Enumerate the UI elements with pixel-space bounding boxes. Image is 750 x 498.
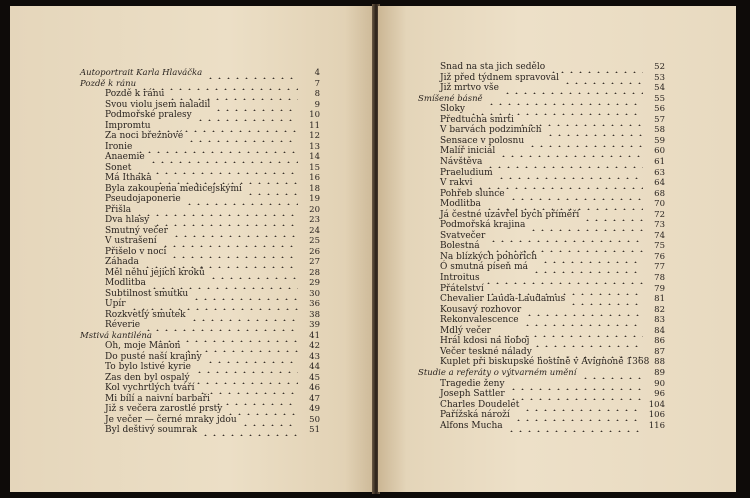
- toc-page-number: 47: [309, 393, 320, 404]
- toc-entry: [105, 289, 320, 300]
- toc-page-number: 82: [654, 304, 665, 315]
- toc-page-number: 59: [654, 135, 665, 146]
- toc-page-number: 45: [309, 372, 320, 383]
- toc-entry-title: Smíšené básně: [418, 93, 483, 104]
- toc-leader-dots: [529, 220, 643, 231]
- toc-leader-dots: [209, 268, 298, 279]
- toc-page-number: 20: [309, 204, 320, 215]
- toc-leader-dots: [549, 62, 643, 73]
- toc-entry-title: Introitus: [440, 273, 480, 283]
- toc-entry-title: Modlitba: [440, 199, 481, 210]
- toc-leader-dots: [546, 125, 643, 136]
- toc-page-number: 88: [654, 357, 665, 368]
- toc-entry: [440, 220, 665, 231]
- toc-leader-dots: [523, 400, 643, 411]
- toc-entry-title: Kousavý rozhovor: [440, 304, 522, 315]
- toc-leader-dots: [161, 236, 298, 247]
- toc-entry: [440, 62, 665, 73]
- toc-entry-title: Mdlý večer: [440, 325, 491, 336]
- toc-entry: [440, 284, 665, 295]
- toc-entry-title: Smutný večer: [105, 225, 168, 236]
- toc-entry-title: Pohřeb slunce: [440, 188, 505, 199]
- toc-entry-title: Malíř iniciál: [440, 146, 496, 157]
- toc-entry: [440, 400, 665, 411]
- toc-leader-dots: [140, 79, 298, 90]
- toc-leader-dots: [194, 373, 298, 384]
- toc-leader-dots: [484, 273, 643, 284]
- toc-entry-title: V rakvi: [440, 178, 473, 189]
- toc-leader-dots: [487, 94, 643, 105]
- toc-page-number: 57: [654, 114, 665, 125]
- toc-leader-dots: [185, 194, 298, 205]
- toc-page-number: 70: [654, 199, 665, 210]
- toc-leader-dots: [241, 415, 298, 426]
- toc-entry-title: Oh, moje Manon: [105, 341, 181, 351]
- toc-entry: [440, 241, 665, 252]
- left-page: [10, 6, 374, 492]
- toc-entry-title: Snad na sta jich sedělo: [440, 62, 546, 72]
- toc-entry-title: Dva hlasy: [105, 215, 150, 225]
- toc-entry: [105, 341, 320, 352]
- toc-entry: [105, 310, 320, 321]
- toc-entry: [440, 305, 665, 316]
- toc-page-number: 74: [654, 230, 665, 241]
- toc-page-number: 89: [654, 367, 665, 378]
- toc-entry-title: Přišelo v noci: [105, 246, 167, 257]
- toc-leader-dots: [172, 226, 298, 237]
- toc-entry: [440, 157, 665, 168]
- toc-entry: [105, 278, 320, 289]
- toc-leader-dots: [469, 104, 643, 115]
- toc-leader-dots: [195, 362, 298, 373]
- toc-entry-title: Již mrtvo vše: [440, 83, 499, 94]
- toc-entry-title: Bolestná: [440, 241, 480, 252]
- toc-entry: [105, 247, 320, 258]
- toc-page-number: 49: [309, 404, 320, 414]
- toc-page-number: 53: [654, 72, 665, 83]
- toc-entry-title: Já čestné uzavřel bych příměří: [440, 209, 580, 220]
- toc-leader-dots: [201, 425, 298, 436]
- toc-leader-dots: [214, 100, 298, 111]
- toc-page-number: 55: [654, 93, 665, 104]
- toc-page-number: 79: [654, 283, 665, 294]
- toc-section-heading: [80, 331, 320, 342]
- toc-page-number: 116: [648, 420, 665, 431]
- toc-leader-dots: [187, 131, 298, 142]
- toc-page-number: 14: [309, 152, 320, 162]
- toc-entry-title: Studie a referáty o výtvarném umění: [418, 367, 577, 378]
- toc-section-heading: [418, 368, 665, 379]
- toc-page-number: 73: [654, 220, 665, 231]
- toc-leader-dots: [136, 142, 298, 153]
- toc-leader-dots: [214, 394, 298, 405]
- toc-entry: [440, 189, 665, 200]
- toc-entry-title: Ó smutná píseň má: [440, 262, 528, 273]
- toc-entry: [440, 104, 665, 115]
- toc-page-number: 36: [309, 299, 320, 309]
- toc-page-number: 52: [654, 62, 665, 72]
- toc-entry: [440, 146, 665, 157]
- toc-page-number: 26: [309, 246, 320, 257]
- toc-entry: [105, 110, 320, 121]
- toc-leader-dots: [246, 184, 298, 195]
- toc-leader-dots: [532, 262, 643, 273]
- toc-page-number: 61: [654, 156, 665, 167]
- toc-leader-dots: [533, 336, 643, 347]
- toc-entry: [105, 173, 320, 184]
- toc-entry-title: Večer teskné nálady: [440, 346, 532, 357]
- toc-page-number: 58: [654, 125, 665, 136]
- toc-page-number: 63: [654, 167, 665, 178]
- toc-page-number: 7: [314, 78, 320, 89]
- toc-entry-title: Upír: [105, 299, 126, 309]
- toc-page-number: 78: [654, 273, 665, 283]
- toc-entry: [105, 215, 320, 226]
- toc-entry: [440, 83, 665, 94]
- toc-entry: [105, 89, 320, 100]
- toc-entry: [440, 125, 665, 136]
- toc-page-number: 42: [309, 341, 320, 351]
- toc-entry: [440, 336, 665, 347]
- toc-entry-title: Měl něhu jejich kroků: [105, 267, 205, 278]
- toc-page-number: 30: [309, 288, 320, 299]
- toc-page-number: 8: [314, 89, 320, 99]
- toc-leader-dots: [563, 73, 643, 84]
- toc-entry-title: Chevalier Lauda-Laudamus: [440, 294, 566, 305]
- toc-entry: [105, 205, 320, 216]
- toc-leader-dots: [190, 310, 298, 321]
- toc-leader-dots: [153, 215, 298, 226]
- toc-entry-title: Modlitba: [105, 278, 146, 288]
- toc-leader-dots: [476, 178, 643, 189]
- toc-entry: [105, 394, 320, 405]
- toc-entry-title: Kol vychrtlých tváří: [105, 383, 195, 393]
- toc-entry-title: Již před týdnem spravoval: [440, 72, 559, 83]
- toc-page-number: 10: [309, 110, 320, 120]
- toc-page-number: 29: [309, 278, 320, 288]
- toc-page-number: 60: [654, 146, 665, 157]
- toc-leader-dots: [168, 89, 298, 100]
- toc-entry: [440, 379, 665, 390]
- toc-entry-title: Mstivá kantiléna: [80, 330, 152, 341]
- toc-entry-title: Svou violu jsem naladil: [105, 99, 211, 110]
- toc-leader-dots: [503, 83, 643, 94]
- toc-entry-title: Réverie: [105, 320, 141, 330]
- toc-entry: [440, 178, 665, 189]
- toc-leader-dots: [541, 252, 643, 263]
- toc-leader-dots: [525, 305, 643, 316]
- toc-leader-dots: [170, 247, 298, 258]
- toc-entry-title: Předtucha smrti: [440, 114, 514, 125]
- toc-entry: [105, 131, 320, 142]
- toc-entry-title: Ironie: [105, 141, 133, 152]
- toc-leader-dots: [155, 121, 298, 132]
- toc-page-number: 90: [654, 378, 665, 389]
- toc-leader-dots: [581, 368, 643, 379]
- toc-section-heading: [80, 68, 320, 79]
- toc-entry: [440, 199, 665, 210]
- toc-leader-dots: [489, 231, 643, 242]
- toc-page-number: 81: [654, 294, 665, 305]
- toc-leader-dots: [135, 163, 298, 174]
- toc-entry-title: Sensace v polosnu: [440, 135, 525, 146]
- toc-entry: [105, 299, 320, 310]
- toc-leader-dots: [144, 320, 298, 331]
- toc-leader-dots: [206, 352, 298, 363]
- toc-entry-title: Tragedie ženy: [440, 378, 505, 389]
- toc-entry-title: Subtilnost smutku: [105, 288, 189, 299]
- toc-page-number: 41: [309, 330, 320, 341]
- toc-entry: [105, 352, 320, 363]
- toc-page-number: 87: [654, 346, 665, 357]
- toc-entry-title: Svatvečer: [440, 230, 486, 241]
- toc-page-number: 50: [309, 414, 320, 425]
- toc-section-heading: [80, 79, 320, 90]
- toc-page-number: 68: [654, 188, 665, 199]
- toc-page-number: 38: [309, 309, 320, 320]
- toc-entry-title: Na blízkých pohořích: [440, 251, 538, 262]
- toc-page-number: 9: [314, 99, 320, 110]
- toc-leader-dots: [507, 421, 643, 432]
- toc-page-number: 86: [654, 336, 665, 347]
- toc-entry: [440, 262, 665, 273]
- toc-entry-title: Kuplet při biskupské hostině v Avignoně 1368: [440, 357, 650, 368]
- toc-page-number: 46: [309, 383, 320, 393]
- toc-entry-title: Anaemie: [105, 152, 145, 162]
- toc-page-number: 19: [309, 194, 320, 204]
- toc-page-number: 43: [309, 351, 320, 362]
- toc-page-number: 64: [654, 178, 665, 189]
- toc-entry: [105, 184, 320, 195]
- toc-page-number: 23: [309, 215, 320, 225]
- toc-leader-dots: [486, 157, 643, 168]
- toc-entry-title: Sonet: [105, 162, 132, 173]
- toc-entry-title: Přátelství: [440, 283, 484, 294]
- toc-entry: [105, 257, 320, 268]
- toc-entry-title: Charles Doudelet: [440, 399, 520, 410]
- toc-leader-dots: [192, 289, 298, 300]
- toc-page-number: 24: [309, 225, 320, 236]
- toc-entry-title: Návštěva: [440, 156, 483, 167]
- toc-page-number: 13: [309, 141, 320, 152]
- toc-leader-dots: [488, 284, 643, 295]
- toc-entry-title: Joseph Sattler: [440, 389, 505, 400]
- toc-page-number: 12: [309, 131, 320, 141]
- toc-entry-title: Podmořské pralesy: [105, 110, 192, 120]
- toc-entry: [105, 415, 320, 426]
- toc-leader-dots: [528, 136, 643, 147]
- toc-entry: [105, 121, 320, 132]
- toc-entry-title: V barvách podzimních: [440, 125, 542, 136]
- toc-entry-title: Praeludium: [440, 167, 493, 178]
- toc-page-number: 18: [309, 183, 320, 194]
- toc-entry: [440, 357, 665, 368]
- toc-entry-title: Záhada: [105, 257, 139, 267]
- toc-entry-title: V ustrašení: [105, 236, 157, 246]
- toc-leader-dots: [150, 278, 298, 289]
- toc-entry: [105, 142, 320, 153]
- toc-entry-title: Impromtu: [105, 120, 151, 131]
- toc-page-number: 27: [309, 257, 320, 267]
- toc-page-number: 54: [654, 83, 665, 94]
- toc-entry: [440, 315, 665, 326]
- toc-entry-title: Již s večera zarostlé prsty: [105, 404, 223, 414]
- toc-leader-dots: [156, 331, 298, 342]
- toc-page-number: 51: [309, 425, 320, 435]
- toc-leader-dots: [484, 241, 643, 252]
- toc-leader-dots: [198, 383, 298, 394]
- toc-entry-title: Podmořská krajina: [440, 220, 526, 231]
- toc-page-number: 4: [314, 68, 320, 78]
- toc-entry-title: Má Ithaka: [105, 173, 152, 183]
- toc-entry-title: Autoportrait Karla Hlaváčka: [80, 68, 203, 78]
- toc-entry-title: Pseudojaponerie: [105, 194, 181, 204]
- toc-entry-title: Byla zakoupena medicejskými: [105, 183, 242, 194]
- toc-entry: [105, 383, 320, 394]
- toc-page-number: 44: [309, 362, 320, 372]
- toc-entry-title: Byl deštivý soumrak: [105, 425, 198, 435]
- toc-page-number: 106: [648, 410, 665, 421]
- toc-entry-title: Pozdě k ránu: [105, 89, 165, 99]
- toc-entry: [440, 410, 665, 421]
- toc-leader-dots: [509, 379, 643, 390]
- toc-leader-dots: [143, 257, 298, 268]
- toc-entry: [440, 168, 665, 179]
- toc-entry-title: Za noci březnové: [105, 131, 184, 141]
- toc-entry: [105, 362, 320, 373]
- toc-entry: [105, 404, 320, 415]
- toc-entry: [105, 425, 320, 436]
- toc-page-number: 75: [654, 241, 665, 252]
- toc-entry-title: Rekonvalescence: [440, 315, 519, 326]
- toc-leader-dots: [497, 168, 643, 179]
- toc-page-number: 76: [654, 251, 665, 262]
- toc-leader-dots: [184, 341, 298, 352]
- toc-entry: [105, 194, 320, 205]
- toc-page-number: 39: [309, 320, 320, 330]
- toc-entry: [440, 294, 665, 305]
- toc-leader-dots: [135, 205, 298, 216]
- toc-page-number: 96: [654, 389, 665, 400]
- toc-page-number: 28: [309, 267, 320, 278]
- toc-entry: [105, 268, 320, 279]
- toc-entry: [440, 73, 665, 84]
- toc-entry-title: Rozkvetlý smutek: [105, 309, 186, 320]
- toc-entry-title: To bylo lstivé kyrie: [105, 362, 191, 372]
- toc-leader-dots: [485, 199, 643, 210]
- toc-leader-dots: [499, 146, 643, 157]
- toc-leader-dots: [149, 152, 298, 163]
- toc-leader-dots: [509, 389, 643, 400]
- toc-entry-title: Mi bílí a naivní barbaři: [105, 393, 210, 404]
- toc-entry: [105, 152, 320, 163]
- toc-entry: [105, 236, 320, 247]
- toc-entry-title: Je večer — černé mraky jdou: [105, 414, 237, 425]
- toc-entry-title: Hrál kdosi na hoboj: [440, 336, 530, 347]
- toc-leader-dots: [206, 68, 298, 79]
- toc-section-heading: [418, 94, 665, 105]
- toc-page-number: 56: [654, 104, 665, 115]
- toc-leader-dots: [226, 404, 298, 415]
- toc-entry-title: Sloky: [440, 104, 466, 115]
- toc-page-number: 72: [654, 209, 665, 220]
- toc-leader-dots: [569, 294, 643, 305]
- toc-page-number: 25: [309, 236, 320, 246]
- toc-entry-title: Pařížská nároží: [440, 410, 510, 421]
- right-page: [378, 6, 736, 492]
- toc-entry-title: Zas den byl ospalý: [105, 372, 190, 383]
- toc-entry-title: Přišla: [105, 204, 132, 215]
- toc-page-number: 104: [648, 399, 665, 410]
- toc-entry: [105, 163, 320, 174]
- toc-entry-title: Alfons Mucha: [440, 420, 503, 431]
- toc-entry-title: Pozdě k ránu: [80, 78, 137, 89]
- toc-leader-dots: [196, 110, 298, 121]
- toc-entry: [105, 100, 320, 111]
- toc-leader-dots: [156, 173, 298, 184]
- toc-entry: [105, 373, 320, 384]
- toc-entry: [105, 226, 320, 237]
- toc-leader-dots: [514, 410, 643, 421]
- toc-page-number: 77: [654, 262, 665, 273]
- toc-leader-dots: [130, 299, 298, 310]
- toc-page-number: 84: [654, 325, 665, 336]
- toc-page-number: 11: [309, 120, 320, 131]
- toc-entry-title: Do pusté naší krajiny: [105, 351, 202, 362]
- toc-entry: [440, 273, 665, 284]
- toc-leader-dots: [509, 189, 643, 200]
- toc-page-number: 83: [654, 315, 665, 326]
- toc-entry: [440, 421, 665, 432]
- toc-page-number: 15: [309, 162, 320, 173]
- toc-leader-dots: [583, 210, 643, 221]
- toc-leader-dots: [523, 315, 643, 326]
- toc-page-number: 16: [309, 173, 320, 183]
- toc-entry: [440, 389, 665, 400]
- toc-entry: [105, 320, 320, 331]
